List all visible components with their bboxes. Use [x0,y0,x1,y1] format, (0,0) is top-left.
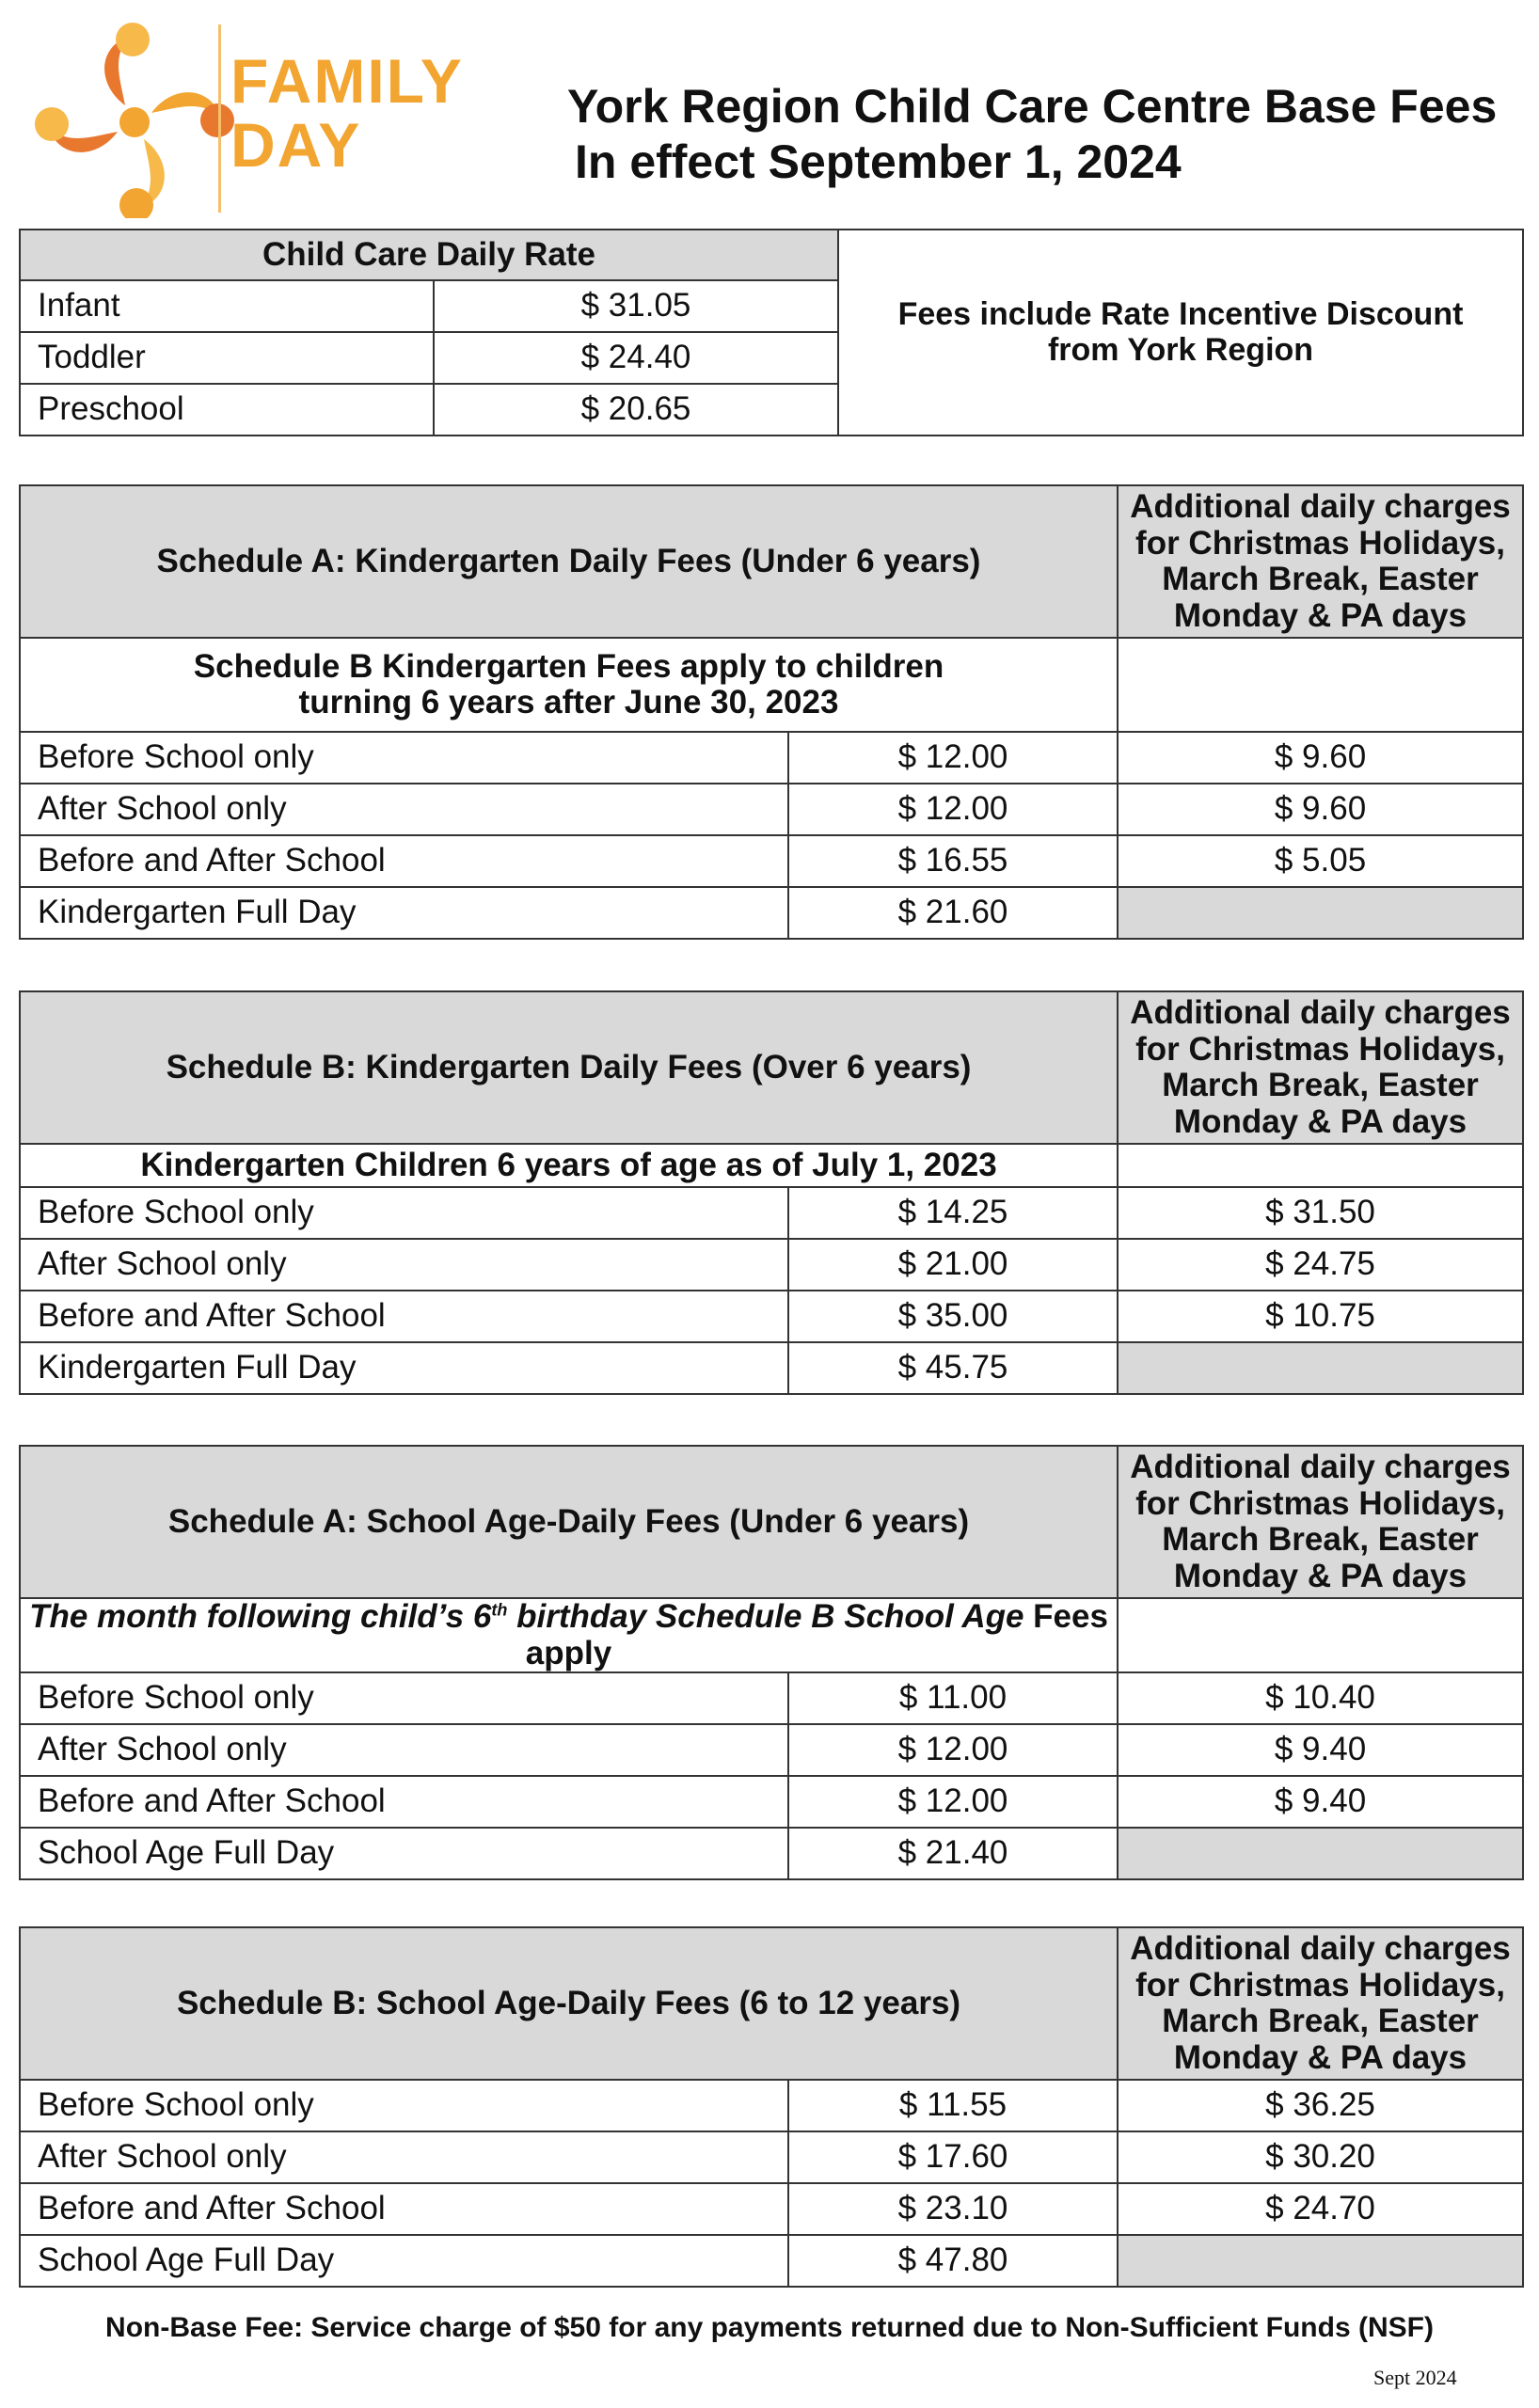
row-fee: $ 12.00 [788,1724,1118,1776]
row-label: Before and After School [20,1776,788,1828]
schedule-title: Schedule B: Kindergarten Daily Fees (Over 6 years) [20,991,1118,1144]
row-label: After School only [20,1724,788,1776]
row-fee: $ 12.00 [788,732,1118,784]
schedule-title: Schedule A: School Age-Daily Fees (Under 6 years) [20,1446,1118,1598]
logo-divider [218,24,221,213]
table-row [20,835,1523,887]
table-row [20,732,1523,784]
row-label: School Age Full Day [20,2235,788,2287]
daily-rate-header: Child Care Daily Rate [20,230,838,280]
row-fee: $ 11.00 [788,1672,1118,1724]
row-fee: $ 21.00 [788,1239,1118,1291]
row-label: Before and After School [20,835,788,887]
page-title: York Region Child Care Centre Base Fees [567,80,1498,133]
logo-wordmark [230,46,464,180]
row-additional: $ 5.05 [1118,835,1523,887]
row-additional: $ 31.50 [1118,1187,1523,1239]
schedule-b-kindergarten-table [19,990,1524,1395]
logo-line-1: FAMILY [230,46,464,116]
row-fee: $ 12.00 [788,1776,1118,1828]
row-fee: $ 23.10 [788,2183,1118,2235]
additional-charges-header: Additional daily charges for Christmas Holidays, March Break, Easter Monday & PA days [1118,991,1523,1144]
row-additional: $ 9.40 [1118,1776,1523,1828]
revision-date: Sept 2024 [1373,2366,1457,2389]
row-label: Before and After School [20,2183,788,2235]
row-additional: $ 10.75 [1118,1291,1523,1342]
schedule-note: Kindergarten Children 6 years of age as of July 1, 2023 [20,1144,1118,1187]
row-additional-empty [1118,2235,1523,2287]
row-label: Before School only [20,1187,788,1239]
row-label: Infant [20,280,434,332]
table-row [20,2235,1523,2287]
daily-rate-table [19,229,1524,436]
schedule-note: The month following child’s 6th birthday Schedule B School Age Fees apply [20,1598,1118,1672]
logo-line-2: DAY [230,110,362,180]
additional-charges-header: Additional daily charges for Christmas Holidays, March Break, Easter Monday & PA days [1118,1446,1523,1598]
row-fee: $ 11.55 [788,2080,1118,2131]
row-label: After School only [20,784,788,835]
row-value: $ 31.05 [434,280,838,332]
schedule-note: Schedule B Kindergarten Fees apply to children turning 6 years after June 30, 2023 [20,638,1118,732]
schedule-a-kindergarten-table [19,484,1524,940]
row-additional: $ 9.60 [1118,732,1523,784]
table-row [20,1342,1523,1394]
row-label: Before School only [20,2080,788,2131]
row-additional: $ 9.60 [1118,784,1523,835]
schedule-b-school-age-table [19,1926,1524,2288]
row-fee: $ 21.40 [788,1828,1118,1879]
row-label: Before and After School [20,1291,788,1342]
table-row [20,2183,1523,2235]
additional-charges-header: Additional daily charges for Christmas Holidays, March Break, Easter Monday & PA days [1118,1927,1523,2080]
nsf-fee-note: Non-Base Fee: Service charge of $50 for any payments returned due to Non-Sufficient Funds (NSF) [105,2312,1434,2343]
page-subtitle: In effect September 1, 2024 [575,135,1182,188]
table-row [20,2131,1523,2183]
row-fee: $ 35.00 [788,1291,1118,1342]
row-fee: $ 17.60 [788,2131,1118,2183]
additional-charges-header: Additional daily charges for Christmas Holidays, March Break, Easter Monday & PA days [1118,485,1523,638]
row-value: $ 24.40 [434,332,838,384]
row-additional: $ 24.70 [1118,2183,1523,2235]
note-line-2: from York Region [1047,331,1314,368]
row-label: After School only [20,2131,788,2183]
row-label: Kindergarten Full Day [20,1342,788,1394]
row-fee: $ 47.80 [788,2235,1118,2287]
table-row [20,784,1523,835]
note-line-1: Fees include Rate Incentive Discount [897,296,1464,333]
table-row [20,1776,1523,1828]
row-label: Before School only [20,1672,788,1724]
row-additional: $ 10.40 [1118,1672,1523,1724]
empty-cell [1118,1598,1523,1672]
empty-cell [1118,638,1523,732]
row-additional: $ 36.25 [1118,2080,1523,2131]
table-row [20,1724,1523,1776]
row-additional-empty [1118,1828,1523,1879]
row-fee: $ 12.00 [788,784,1118,835]
row-label: Kindergarten Full Day [20,887,788,939]
table-row [20,1187,1523,1239]
row-fee: $ 21.60 [788,887,1118,939]
table-row [20,2080,1523,2131]
schedule-a-school-age-table [19,1445,1524,1880]
rate-incentive-note [838,230,1523,436]
table-row [20,887,1523,939]
row-additional-empty [1118,887,1523,939]
row-additional-empty [1118,1342,1523,1394]
schedule-title: Schedule A: Kindergarten Daily Fees (Under 6 years) [20,485,1118,638]
row-fee: $ 16.55 [788,835,1118,887]
row-additional: $ 24.75 [1118,1239,1523,1291]
empty-cell [1118,1144,1523,1187]
row-value: $ 20.65 [434,384,838,436]
row-label: Toddler [20,332,434,384]
row-label: Before School only [20,732,788,784]
row-label: Preschool [20,384,434,436]
table-row [20,1672,1523,1724]
schedule-title: Schedule B: School Age-Daily Fees (6 to 12 years) [20,1927,1118,2080]
table-row [20,1239,1523,1291]
row-label: After School only [20,1239,788,1291]
row-additional: $ 9.40 [1118,1724,1523,1776]
row-additional: $ 30.20 [1118,2131,1523,2183]
table-row [20,1291,1523,1342]
table-row [20,1828,1523,1879]
row-fee: $ 45.75 [788,1342,1118,1394]
row-label: School Age Full Day [20,1828,788,1879]
row-fee: $ 14.25 [788,1187,1118,1239]
